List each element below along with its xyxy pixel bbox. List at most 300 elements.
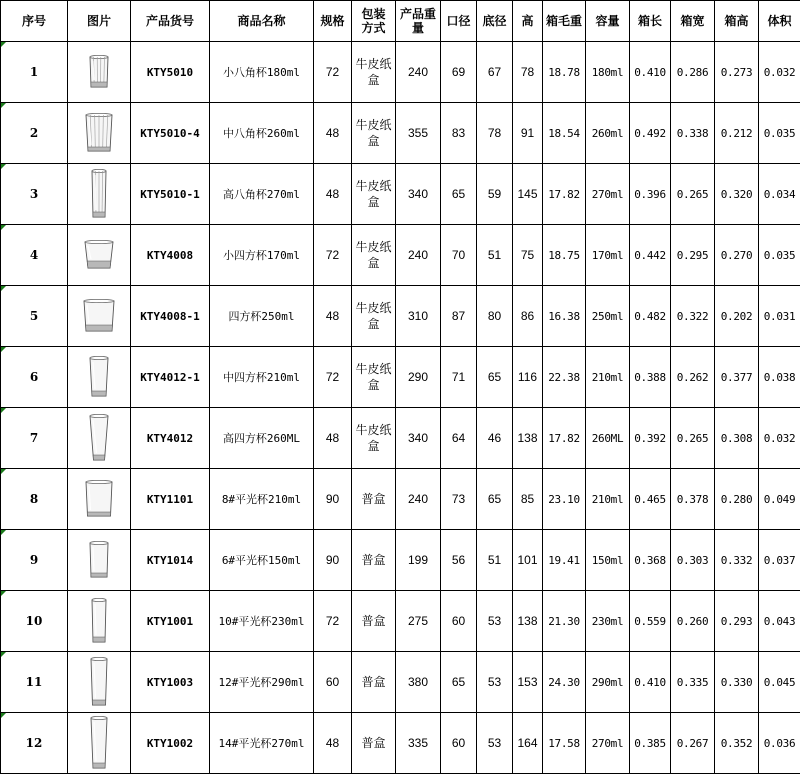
row-product-name-value: 12#平光杯290ml [219, 676, 305, 689]
header-packing-line2: 方式 [361, 21, 385, 35]
row-volume [759, 164, 800, 225]
cell-comment-marker [1, 164, 6, 169]
row-box-width-value: 0.295 [677, 249, 709, 262]
header-spec: 规格 [314, 1, 352, 42]
row-box-height [715, 591, 759, 652]
plain-small-glass-icon [74, 532, 124, 588]
row-volume [759, 408, 800, 469]
row-box-width [671, 591, 715, 652]
row-index-value: 3 [30, 187, 38, 201]
table-row [1, 42, 800, 103]
row-box-height [715, 530, 759, 591]
row-packing [352, 42, 396, 103]
row-spec-value: 72 [326, 248, 339, 262]
row-mouth-diameter [441, 347, 477, 408]
row-packing-value: 牛皮纸盒 [355, 240, 391, 270]
header-box-width: 箱宽 [671, 1, 715, 42]
row-weight [396, 164, 441, 225]
row-product-name-value: 高四方杯260ML [223, 432, 300, 445]
row-image [68, 652, 131, 713]
row-box-width [671, 713, 715, 774]
row-box-width [671, 408, 715, 469]
row-spec [314, 591, 352, 652]
row-packing [352, 225, 396, 286]
row-index [1, 713, 68, 774]
row-box-length [630, 347, 671, 408]
row-capacity-value: 180ml [592, 66, 624, 79]
row-height [513, 286, 543, 347]
row-box-width-value: 0.265 [677, 188, 709, 201]
row-capacity [586, 591, 630, 652]
row-volume-value: 0.049 [764, 493, 796, 506]
row-height-value: 101 [517, 553, 537, 567]
square-medium-glass-icon [74, 349, 124, 405]
row-box-height [715, 469, 759, 530]
row-gross-weight-value: 21.30 [548, 615, 580, 628]
cell-comment-marker [1, 469, 6, 474]
row-mouth-diameter-value: 56 [452, 553, 465, 567]
row-image [68, 347, 131, 408]
row-packing-value: 普盒 [361, 675, 385, 689]
row-height [513, 652, 543, 713]
row-box-width [671, 469, 715, 530]
row-product-code [131, 103, 210, 164]
row-weight [396, 408, 441, 469]
cell-comment-marker [1, 652, 6, 657]
row-height [513, 347, 543, 408]
row-base-diameter-value: 51 [488, 553, 501, 567]
row-packing-value: 牛皮纸盒 [355, 57, 391, 87]
header-packing-line1: 包装 [361, 7, 385, 21]
row-volume [759, 713, 800, 774]
row-mouth-diameter [441, 530, 477, 591]
header-product-code: 产品货号 [131, 1, 210, 42]
row-product-code-value: KTY1014 [147, 554, 193, 567]
row-product-code-value: KTY4008-1 [140, 310, 200, 323]
row-weight [396, 42, 441, 103]
row-capacity-value: 290ml [592, 676, 624, 689]
row-mouth-diameter [441, 652, 477, 713]
row-box-length-value: 0.492 [634, 127, 666, 140]
row-capacity-value: 270ml [592, 188, 624, 201]
row-weight-value: 240 [408, 492, 428, 506]
row-weight-value: 310 [408, 309, 428, 323]
row-spec [314, 713, 352, 774]
row-box-length-value: 0.385 [634, 737, 666, 750]
row-volume [759, 225, 800, 286]
row-index [1, 347, 68, 408]
row-packing-value: 牛皮纸盒 [355, 118, 391, 148]
row-mouth-diameter-value: 69 [452, 65, 465, 79]
row-weight-value: 199 [408, 553, 428, 567]
row-volume-value: 0.045 [764, 676, 796, 689]
row-packing [352, 408, 396, 469]
row-mouth-diameter-value: 64 [452, 431, 465, 445]
row-box-height [715, 42, 759, 103]
row-capacity [586, 103, 630, 164]
row-box-width-value: 0.267 [677, 737, 709, 750]
row-weight [396, 225, 441, 286]
row-base-diameter [477, 103, 513, 164]
header-volume: 体积 [759, 1, 800, 42]
row-box-width [671, 347, 715, 408]
row-product-name-value: 中四方杯210ml [223, 371, 300, 384]
row-box-height-value: 0.293 [721, 615, 753, 628]
row-volume-value: 0.031 [764, 310, 796, 323]
cell-comment-marker [1, 42, 6, 47]
row-height-value: 86 [521, 309, 534, 323]
row-spec [314, 530, 352, 591]
row-gross-weight-value: 17.82 [548, 432, 580, 445]
row-product-code [131, 42, 210, 103]
row-spec-value: 90 [326, 553, 339, 567]
row-gross-weight-value: 22.38 [548, 371, 580, 384]
row-spec-value: 60 [326, 675, 339, 689]
table-row [1, 286, 800, 347]
row-box-length [630, 286, 671, 347]
row-box-width [671, 286, 715, 347]
row-base-diameter-value: 80 [488, 309, 501, 323]
row-base-diameter-value: 78 [488, 126, 501, 140]
row-box-length-value: 0.388 [634, 371, 666, 384]
row-box-height [715, 225, 759, 286]
row-packing-value: 普盒 [361, 492, 385, 506]
row-product-name-value: 8#平光杯210ml [222, 493, 301, 506]
square-tall-glass-icon [74, 410, 124, 466]
row-spec-value: 48 [326, 126, 339, 140]
header-box-height: 箱高 [715, 1, 759, 42]
row-index-value: 8 [30, 492, 38, 506]
row-volume [759, 347, 800, 408]
row-weight [396, 103, 441, 164]
row-height-value: 153 [517, 675, 537, 689]
row-base-diameter-value: 67 [488, 65, 501, 79]
row-gross-weight-value: 18.78 [548, 66, 580, 79]
row-box-length [630, 469, 671, 530]
row-capacity-value: 270ml [592, 737, 624, 750]
row-box-height-value: 0.330 [721, 676, 753, 689]
row-box-length-value: 0.392 [634, 432, 666, 445]
row-product-name [210, 42, 314, 103]
row-base-diameter-value: 65 [488, 370, 501, 384]
row-base-diameter [477, 652, 513, 713]
row-height [513, 591, 543, 652]
row-height-value: 164 [517, 736, 537, 750]
row-capacity [586, 652, 630, 713]
row-spec-value: 48 [326, 309, 339, 323]
row-mouth-diameter-value: 60 [452, 614, 465, 628]
row-base-diameter [477, 286, 513, 347]
table-row [1, 530, 800, 591]
row-base-diameter [477, 164, 513, 225]
row-mouth-diameter-value: 73 [452, 492, 465, 506]
row-gross-weight [543, 530, 586, 591]
row-gross-weight [543, 42, 586, 103]
row-index-value: 5 [30, 309, 38, 323]
row-gross-weight [543, 347, 586, 408]
row-spec-value: 72 [326, 65, 339, 79]
header-height: 高 [513, 1, 543, 42]
row-base-diameter-value: 53 [488, 736, 501, 750]
octagonal-tall-glass-icon [74, 166, 124, 222]
row-base-diameter [477, 713, 513, 774]
row-product-code [131, 408, 210, 469]
row-box-width-value: 0.260 [677, 615, 709, 628]
row-product-name [210, 347, 314, 408]
row-mouth-diameter-value: 83 [452, 126, 465, 140]
row-spec [314, 408, 352, 469]
row-box-height [715, 164, 759, 225]
row-image [68, 469, 131, 530]
table-row [1, 652, 800, 713]
row-box-length [630, 591, 671, 652]
row-box-width-value: 0.262 [677, 371, 709, 384]
row-weight [396, 713, 441, 774]
row-weight-value: 335 [408, 736, 428, 750]
row-weight [396, 469, 441, 530]
row-packing-value: 普盒 [361, 553, 385, 567]
table-row [1, 469, 800, 530]
row-base-diameter-value: 59 [488, 187, 501, 201]
row-box-height-value: 0.377 [721, 371, 753, 384]
table-row [1, 164, 800, 225]
row-spec [314, 103, 352, 164]
row-capacity [586, 469, 630, 530]
row-spec-value: 72 [326, 614, 339, 628]
row-product-name-value: 6#平光杯150ml [222, 554, 301, 567]
row-mouth-diameter-value: 65 [452, 675, 465, 689]
row-product-name [210, 713, 314, 774]
row-image [68, 530, 131, 591]
table-row [1, 225, 800, 286]
row-product-code-value: KTY5010 [147, 66, 193, 79]
row-spec [314, 347, 352, 408]
row-spec-value: 90 [326, 492, 339, 506]
row-weight-value: 290 [408, 370, 428, 384]
row-volume [759, 469, 800, 530]
row-product-code [131, 347, 210, 408]
row-height [513, 225, 543, 286]
header-weight-line1: 产品重 [400, 7, 436, 21]
row-volume-value: 0.043 [764, 615, 796, 628]
square-wide-glass-icon [74, 288, 124, 344]
row-spec [314, 286, 352, 347]
row-mouth-diameter [441, 42, 477, 103]
row-box-width-value: 0.265 [677, 432, 709, 445]
row-box-width [671, 530, 715, 591]
row-volume [759, 42, 800, 103]
row-box-height-value: 0.202 [721, 310, 753, 323]
row-box-width [671, 42, 715, 103]
row-height-value: 138 [517, 431, 537, 445]
row-index [1, 42, 68, 103]
plain-tall-glass-icon [74, 654, 124, 710]
row-gross-weight-value: 24.30 [548, 676, 580, 689]
row-height-value: 138 [517, 614, 537, 628]
row-box-length-value: 0.410 [634, 676, 666, 689]
row-box-width-value: 0.303 [677, 554, 709, 567]
row-index [1, 408, 68, 469]
row-packing-value: 普盒 [361, 614, 385, 628]
row-product-name [210, 164, 314, 225]
plain-short-glass-icon [74, 471, 124, 527]
row-product-name [210, 103, 314, 164]
row-gross-weight-value: 17.82 [548, 188, 580, 201]
row-box-width [671, 225, 715, 286]
row-box-height-value: 0.273 [721, 66, 753, 79]
row-index-value: 7 [30, 431, 38, 445]
row-capacity-value: 210ml [592, 371, 624, 384]
row-product-code [131, 225, 210, 286]
row-box-height-value: 0.320 [721, 188, 753, 201]
row-box-height-value: 0.270 [721, 249, 753, 262]
row-box-length-value: 0.410 [634, 66, 666, 79]
row-spec-value: 48 [326, 736, 339, 750]
row-box-length-value: 0.465 [634, 493, 666, 506]
row-index-value: 6 [30, 370, 38, 384]
row-product-name [210, 286, 314, 347]
row-height-value: 75 [521, 248, 534, 262]
row-volume-value: 0.032 [764, 432, 796, 445]
row-product-name [210, 530, 314, 591]
row-base-diameter [477, 530, 513, 591]
row-image [68, 713, 131, 774]
row-volume-value: 0.037 [764, 554, 796, 567]
cell-comment-marker [1, 225, 6, 230]
row-weight [396, 652, 441, 713]
row-capacity [586, 286, 630, 347]
row-gross-weight-value: 19.41 [548, 554, 580, 567]
row-box-width [671, 103, 715, 164]
row-box-length-value: 0.442 [634, 249, 666, 262]
row-index-value: 10 [26, 614, 43, 628]
row-weight-value: 340 [408, 187, 428, 201]
row-gross-weight-value: 17.58 [548, 737, 580, 750]
row-box-length [630, 103, 671, 164]
row-box-length-value: 0.559 [634, 615, 666, 628]
row-box-length-value: 0.482 [634, 310, 666, 323]
row-spec [314, 42, 352, 103]
row-volume [759, 103, 800, 164]
row-base-diameter-value: 46 [488, 431, 501, 445]
row-packing [352, 469, 396, 530]
table-row [1, 591, 800, 652]
cell-comment-marker [1, 408, 6, 413]
row-image [68, 286, 131, 347]
row-product-code-value: KTY1001 [147, 615, 193, 628]
row-mouth-diameter-value: 70 [452, 248, 465, 262]
header-capacity: 容量 [586, 1, 630, 42]
table-row [1, 103, 800, 164]
row-capacity-value: 210ml [592, 493, 624, 506]
row-mouth-diameter-value: 71 [452, 370, 465, 384]
row-product-name-value: 中八角杯260ml [223, 127, 300, 140]
row-product-code [131, 591, 210, 652]
row-box-height-value: 0.280 [721, 493, 753, 506]
row-mouth-diameter [441, 713, 477, 774]
row-packing [352, 347, 396, 408]
row-volume [759, 652, 800, 713]
row-height [513, 103, 543, 164]
row-box-height-value: 0.212 [721, 127, 753, 140]
row-weight-value: 275 [408, 614, 428, 628]
row-capacity [586, 530, 630, 591]
header-weight [396, 1, 441, 42]
header-box-length: 箱长 [630, 1, 671, 42]
row-index [1, 469, 68, 530]
row-gross-weight [543, 469, 586, 530]
row-height-value: 116 [518, 370, 537, 384]
row-image [68, 591, 131, 652]
row-capacity [586, 347, 630, 408]
header-index: 序号 [1, 1, 68, 42]
header-base-diameter: 底径 [477, 1, 513, 42]
octagonal-medium-glass-icon [74, 105, 124, 161]
row-index-value: 4 [30, 248, 38, 262]
row-base-diameter-value: 65 [488, 492, 501, 506]
square-short-glass-icon [74, 227, 124, 283]
row-index [1, 225, 68, 286]
row-capacity [586, 713, 630, 774]
row-height-value: 91 [521, 126, 534, 140]
row-height-value: 145 [517, 187, 537, 201]
header-gross-weight: 箱毛重 [543, 1, 586, 42]
header-product-name: 商品名称 [210, 1, 314, 42]
row-volume-value: 0.036 [764, 737, 796, 750]
row-mouth-diameter [441, 164, 477, 225]
row-product-code-value: KTY1003 [147, 676, 193, 689]
row-height [513, 713, 543, 774]
row-box-length [630, 408, 671, 469]
row-gross-weight-value: 16.38 [548, 310, 580, 323]
row-packing [352, 652, 396, 713]
row-index [1, 103, 68, 164]
row-image [68, 225, 131, 286]
row-weight-value: 380 [408, 675, 428, 689]
row-weight [396, 530, 441, 591]
row-mouth-diameter [441, 408, 477, 469]
row-box-length [630, 652, 671, 713]
row-gross-weight [543, 408, 586, 469]
row-mouth-diameter [441, 591, 477, 652]
row-weight [396, 591, 441, 652]
row-capacity-value: 260ML [592, 432, 624, 445]
row-spec-value: 72 [326, 370, 339, 384]
row-box-height-value: 0.308 [721, 432, 753, 445]
row-product-name-value: 小四方杯170ml [223, 249, 300, 262]
row-product-code-value: KTY4012 [147, 432, 193, 445]
row-height-value: 85 [521, 492, 534, 506]
row-box-width [671, 164, 715, 225]
row-index [1, 286, 68, 347]
row-base-diameter [477, 469, 513, 530]
row-packing [352, 530, 396, 591]
row-base-diameter-value: 51 [488, 248, 501, 262]
row-box-width-value: 0.322 [677, 310, 709, 323]
row-index [1, 591, 68, 652]
row-box-width [671, 652, 715, 713]
row-height [513, 164, 543, 225]
row-box-height-value: 0.352 [721, 737, 753, 750]
row-image [68, 408, 131, 469]
row-gross-weight-value: 18.75 [548, 249, 580, 262]
row-packing-value: 牛皮纸盒 [355, 362, 391, 392]
row-packing-value: 牛皮纸盒 [355, 423, 391, 453]
row-base-diameter [477, 408, 513, 469]
header-mouth-diameter: 口径 [441, 1, 477, 42]
row-product-name [210, 469, 314, 530]
row-box-length [630, 225, 671, 286]
